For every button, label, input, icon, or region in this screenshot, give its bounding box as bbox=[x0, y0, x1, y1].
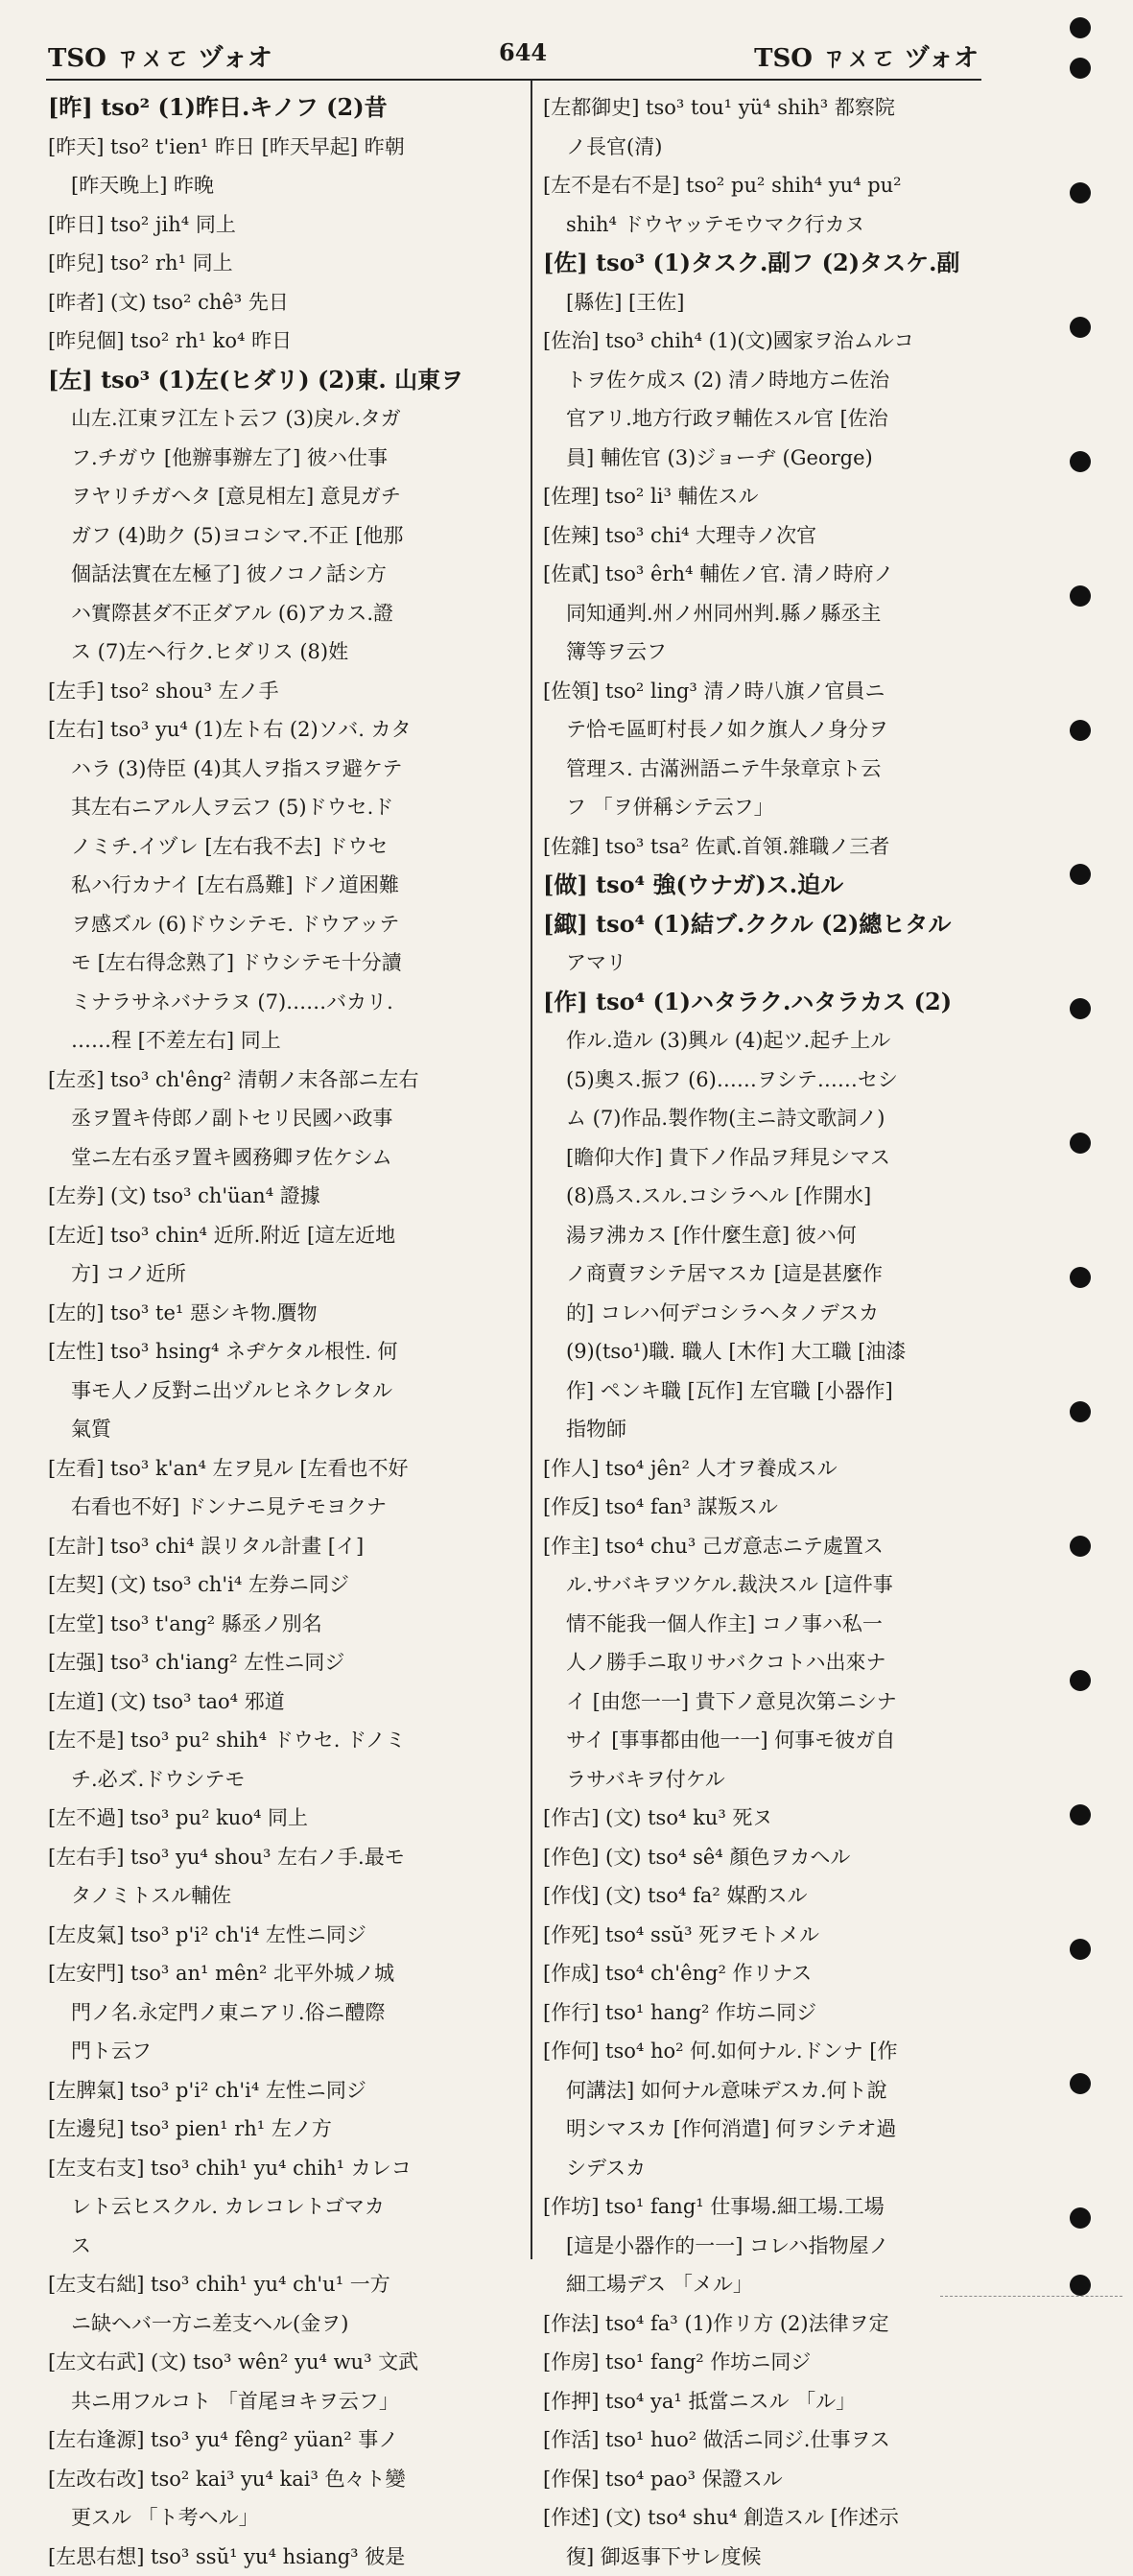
dictionary-entry: [昨兒] tso² rh¹ 同上 bbox=[48, 244, 523, 283]
dictionary-entry: [左文右武] (文) tso³ wên² yu⁴ wu³ 文武 bbox=[48, 2343, 523, 2382]
entry-continuation: トヲ佐ケ成ス (2) 清ノ時地方ニ佐治 bbox=[543, 361, 986, 400]
column-divider bbox=[531, 81, 532, 2259]
dictionary-entry: [佐貳] tso³ êrh⁴ 輔佐ノ官. 清ノ時府ノ bbox=[543, 555, 986, 594]
entry-continuation: ラサバキヲ付ケル bbox=[543, 1760, 986, 1800]
margin-dot bbox=[1070, 1670, 1091, 1691]
entry-continuation: 氣質 bbox=[48, 1410, 523, 1449]
entry-continuation: 細工場デス 「メル」 bbox=[543, 2265, 986, 2304]
entry-continuation: ム (7)作品.製作物(主ニ詩文歌詞ノ) bbox=[543, 1099, 986, 1138]
dictionary-entry: [左皮氣] tso³ p'i² ch'i⁴ 左性ニ同ジ bbox=[48, 1916, 523, 1955]
margin-dot bbox=[1070, 1401, 1091, 1422]
entry-continuation: 私ハ行カナイ [左右爲難] ドノ道困難 bbox=[48, 866, 523, 905]
dictionary-entry: [左道] (文) tso³ tao⁴ 邪道 bbox=[48, 1682, 523, 1722]
dictionary-entry: [左的] tso³ te¹ 惡シキ物.贋物 bbox=[48, 1294, 523, 1333]
entry-continuation: 方] コノ近所 bbox=[48, 1254, 523, 1294]
dictionary-entry: [左契] (文) tso³ ch'i⁴ 左券ニ同ジ bbox=[48, 1565, 523, 1605]
entry-continuation: チ.必ズ.ドウシテモ bbox=[48, 1760, 523, 1800]
dictionary-entry: [昨者] (文) tso² chê³ 先日 bbox=[48, 283, 523, 322]
dictionary-entry: [作法] tso⁴ fa³ (1)作リ方 (2)法律ヲ定 bbox=[543, 2304, 986, 2344]
dictionary-entry: [左改右改] tso² kai³ yu⁴ kai³ 色々ト變 bbox=[48, 2460, 523, 2499]
dictionary-entry: [作坊] tso¹ fang¹ 仕事場.細工場.工場 bbox=[543, 2187, 986, 2227]
entry-continuation: 共ニ用フルコト 「首尾ヨキヲ云フ」 bbox=[48, 2382, 523, 2421]
entry-continuation: 丞ヲ置キ侍郎ノ副トセリ民國ハ政事 bbox=[48, 1099, 523, 1138]
margin-dot bbox=[1070, 182, 1091, 203]
entry-continuation: 更スル 「ト考ヘル」 bbox=[48, 2498, 523, 2538]
entry-continuation: 明シマスカ [作何消遣] 何ヲシテオ過 bbox=[543, 2110, 986, 2149]
margin-dot bbox=[1070, 317, 1091, 338]
entry-continuation: (5)奧ス.振フ (6)……ヲシテ……セシ bbox=[543, 1061, 986, 1100]
entry-continuation: ノミチ.イヅレ [左右我不去] ドウセ bbox=[48, 827, 523, 867]
margin-dot bbox=[1070, 864, 1091, 885]
entry-continuation: [這是小器作的一一] コレハ指物屋ノ bbox=[543, 2227, 986, 2266]
entry-continuation: ス bbox=[48, 2227, 523, 2266]
dictionary-entry: [佐雜] tso³ tsa² 佐貳.首領.雜職ノ三者 bbox=[543, 827, 986, 867]
dictionary-entry: [作保] tso⁴ pao³ 保證スル bbox=[543, 2460, 986, 2499]
entry-continuation: [縣佐] [王佐] bbox=[543, 283, 986, 322]
dictionary-entry: [左堂] tso³ t'ang² 縣丞ノ別名 bbox=[48, 1605, 523, 1644]
dictionary-entry: [左丞] tso³ ch'êng² 清朝ノ末各部ニ左右 bbox=[48, 1061, 523, 1100]
entry-continuation: ……程 [不差左右] 同上 bbox=[48, 1021, 523, 1061]
entry-continuation: フ 「ヲ併稱シテ云フ」 bbox=[543, 788, 986, 827]
dictionary-entry: [作房] tso¹ fang² 作坊ニ同ジ bbox=[543, 2343, 986, 2382]
entry-continuation: 堂ニ左右丞ヲ置キ國務卿ヲ佐ケシム bbox=[48, 1138, 523, 1178]
margin-dot bbox=[1070, 58, 1091, 79]
dictionary-entry: [左計] tso³ chi⁴ 誤リタル計畫 [イ] bbox=[48, 1527, 523, 1566]
dictionary-entry: [左右] tso³ yu⁴ (1)左ト右 (2)ソバ. カタ bbox=[48, 710, 523, 750]
entry-continuation: アマリ bbox=[543, 943, 986, 983]
dictionary-entry: [左脾氣] tso³ p'i² ch'i⁴ 左性ニ同ジ bbox=[48, 2071, 523, 2111]
header-left: TSO ㄗㄨㄛ ヅォオ bbox=[48, 38, 272, 74]
dictionary-entry: [佐辣] tso³ chi⁴ 大理寺ノ次官 bbox=[543, 516, 986, 556]
entry-continuation: ハ實際甚ダ不正ダアル (6)アカス.證 bbox=[48, 594, 523, 633]
entry-continuation: 作] ペンキ職 [瓦作] 左官職 [小器作] bbox=[543, 1371, 986, 1411]
entry-continuation: (8)爲ス.スル.コシラヘル [作開水] bbox=[543, 1177, 986, 1216]
entry-continuation: ミナラサネバナラヌ (7)……バカリ. bbox=[48, 983, 523, 1022]
entry-continuation: 官アリ.地方行政ヲ輔佐スル官 [佐治 bbox=[543, 399, 986, 439]
margin-dot bbox=[1070, 1939, 1091, 1960]
entry-continuation: [昨天晚上] 昨晚 bbox=[48, 166, 523, 205]
dictionary-entry: [作活] tso¹ huo² 做活ニ同ジ.仕事ヲス bbox=[543, 2421, 986, 2460]
dictionary-entry: [佐領] tso² ling³ 清ノ時八旗ノ官員ニ bbox=[543, 672, 986, 711]
entry-continuation: ヲヤリチガヘタ [意見相左] 意見ガチ bbox=[48, 477, 523, 516]
dictionary-entry: [左券] (文) tso³ ch'üan⁴ 證據 bbox=[48, 1177, 523, 1216]
dictionary-entry: [作押] tso⁴ ya¹ 抵當ニスル 「ル」 bbox=[543, 2382, 986, 2421]
margin-dot bbox=[1070, 720, 1091, 741]
dictionary-entry: [作色] (文) tso⁴ sê⁴ 顏色ヲカヘル bbox=[543, 1838, 986, 1877]
margin-dot bbox=[1070, 451, 1091, 472]
entry-continuation: レト云ヒスクル. カレコレトゴマカ bbox=[48, 2187, 523, 2227]
entry-continuation: ニ缺ヘバ一方ニ差支ヘル(金ヲ) bbox=[48, 2304, 523, 2344]
dictionary-entry: [昨日] tso² jih⁴ 同上 bbox=[48, 205, 523, 245]
margin-dot bbox=[1070, 2207, 1091, 2229]
dictionary-entry: [左手] tso² shou³ 左ノ手 bbox=[48, 672, 523, 711]
dictionary-entry: [佐] tso³ (1)タスク.副フ (2)タスケ.副 bbox=[543, 244, 986, 283]
dictionary-entry: [左支右支] tso³ chih¹ yu⁴ chih¹ カレコ bbox=[48, 2149, 523, 2188]
entry-continuation: 作ル.造ル (3)興ル (4)起ツ.起チ上ル bbox=[543, 1021, 986, 1061]
entry-continuation: 事モ人ノ反對ニ出ヅルヒネクレタル bbox=[48, 1371, 523, 1411]
dictionary-entry: [左强] tso³ ch'iang² 左性ニ同ジ bbox=[48, 1643, 523, 1682]
margin-dot bbox=[1070, 1536, 1091, 1557]
entry-continuation: [瞻仰大作] 貴下ノ作品ヲ拜見シマス bbox=[543, 1138, 986, 1178]
dictionary-entry: [左右逢源] tso³ yu⁴ fêng² yüan² 事ノ bbox=[48, 2421, 523, 2460]
margin-dot bbox=[1070, 2073, 1091, 2094]
margin-marks bbox=[1070, 0, 1098, 2312]
dictionary-entry: [昨兒個] tso² rh¹ ko⁴ 昨日 bbox=[48, 322, 523, 361]
header-right: TSO ㄗㄨㄛ ヅォオ bbox=[754, 38, 979, 74]
margin-dot bbox=[1070, 2275, 1091, 2296]
dictionary-entry: [作行] tso¹ hang² 作坊ニ同ジ bbox=[543, 1993, 986, 2033]
margin-dot bbox=[1070, 585, 1091, 607]
running-header bbox=[48, 38, 979, 77]
entry-continuation: ハラ (3)侍臣 (4)其人ヲ指スヲ避ケテ bbox=[48, 750, 523, 789]
entry-continuation: 右看也不好] ドンナニ見テモヨクナ bbox=[48, 1488, 523, 1527]
entry-continuation: 湯ヲ沸カス [作什麼生意] 彼ハ何 bbox=[543, 1216, 986, 1255]
entry-continuation: テ恰モ區町村長ノ如ク旗人ノ身分ヲ bbox=[543, 710, 986, 750]
entry-continuation: 其左右ニアル人ヲ云フ (5)ドウセ.ド bbox=[48, 788, 523, 827]
entry-continuation: イ [由您一一] 貴下ノ意見次第ニシナ bbox=[543, 1682, 986, 1722]
entry-continuation: 管理ス. 古滿洲語ニテ牛彔章京ト云 bbox=[543, 750, 986, 789]
dictionary-entry: [作主] tso⁴ chu³ 己ガ意志ニテ處置ス bbox=[543, 1527, 986, 1566]
entry-continuation: (9)(tso¹)職. 職人 [木作] 大工職 [油漆 bbox=[543, 1332, 986, 1371]
right-column bbox=[543, 88, 986, 2257]
entry-continuation: 情不能我一個人作主] コノ事ハ私一 bbox=[543, 1605, 986, 1644]
dictionary-entry: [左都御史] tso³ tou¹ yü⁴ shih³ 都察院 bbox=[543, 88, 986, 128]
entry-continuation: フ.チガウ [他辦事辦左了] 彼ハ仕事 bbox=[48, 439, 523, 478]
entry-continuation: ガフ (4)助ク (5)ヨコシマ.不正 [他那 bbox=[48, 516, 523, 556]
dictionary-entry: [左安門] tso³ an¹ mên² 北平外城ノ城 bbox=[48, 1954, 523, 1993]
margin-dot bbox=[1070, 1133, 1091, 1154]
dictionary-entry: [做] tso⁴ 強(ウナガ)ス.迫ル bbox=[543, 866, 986, 905]
dictionary-entry: [左不是] tso³ pu² shih⁴ ドウセ. ドノミ bbox=[48, 1721, 523, 1760]
entry-continuation: モ [左右得念熟了] ドウシテモ十分讀 bbox=[48, 943, 523, 983]
entry-continuation: ノ商賣ヲシテ居マスカ [這是甚麼作 bbox=[543, 1254, 986, 1294]
dictionary-entry: [左支右絀] tso³ chih¹ yu⁴ ch'u¹ 一方 bbox=[48, 2265, 523, 2304]
dictionary-entry: [左看] tso³ k'an⁴ 左ヲ見ル [左看也不好 bbox=[48, 1449, 523, 1489]
dictionary-entry: [佐理] tso² li³ 輔佐スル bbox=[543, 477, 986, 516]
bottom-rule bbox=[940, 2296, 1122, 2297]
entry-continuation: 員] 輔佐官 (3)ジョーヂ (George) bbox=[543, 439, 986, 478]
entry-continuation: サイ [事事都由他一一] 何事モ彼ガ自 bbox=[543, 1721, 986, 1760]
entry-continuation: 何講法] 如何ナル意味デスカ.何ト說 bbox=[543, 2071, 986, 2111]
dictionary-entry: [左右手] tso³ yu⁴ shou³ 左右ノ手.最モ bbox=[48, 1838, 523, 1877]
entry-continuation: ヲ感ズル (6)ドウシテモ. ドウアッテ bbox=[48, 905, 523, 944]
dictionary-entry: [作成] tso⁴ ch'êng² 作リナス bbox=[543, 1954, 986, 1993]
entry-continuation: shih⁴ ドウヤッテモウマク行カヌ bbox=[543, 205, 986, 245]
header-rule bbox=[46, 79, 981, 81]
dictionary-entry: [作古] (文) tso⁴ ku³ 死ヌ bbox=[543, 1799, 986, 1838]
entry-continuation: 門ト云フ bbox=[48, 2032, 523, 2071]
entry-continuation: ル.サバキヲツケル.裁決スル [這件事 bbox=[543, 1565, 986, 1605]
entry-continuation: 復] 御返事下サレ度候 bbox=[543, 2538, 986, 2576]
margin-dot bbox=[1070, 1267, 1091, 1288]
entry-continuation: 人ノ勝手ニ取リサバクコトハ出來ナ bbox=[543, 1643, 986, 1682]
dictionary-entry: [左不是右不是] tso² pu² shih⁴ yu⁴ pu² bbox=[543, 166, 986, 205]
dictionary-entry: [作人] tso⁴ jên² 人才ヲ養成スル bbox=[543, 1449, 986, 1489]
entry-continuation: シデスカ bbox=[543, 2149, 986, 2188]
entry-continuation: 門ノ名.永定門ノ東ニアリ.俗ニ醴際 bbox=[48, 1993, 523, 2033]
entry-continuation: 指物師 bbox=[543, 1410, 986, 1449]
entry-continuation: ノ長官(清) bbox=[543, 128, 986, 167]
dictionary-entry: [左思右想] tso³ ssŭ¹ yu⁴ hsiang³ 彼是 bbox=[48, 2538, 523, 2576]
entry-continuation: ス (7)左ヘ行ク.ヒダリス (8)姓 bbox=[48, 632, 523, 672]
dictionary-entry: [緅] tso⁴ (1)結ブ.ククル (2)總ヒタル bbox=[543, 905, 986, 944]
dictionary-entry: [左性] tso³ hsing⁴ ネヂケタル根性. 何 bbox=[48, 1332, 523, 1371]
entry-continuation: 個話法實在左極了] 彼ノコノ話シ方 bbox=[48, 555, 523, 594]
page-number: 644 bbox=[499, 38, 547, 66]
dictionary-entry: [昨天] tso² t'ien¹ 昨日 [昨天早起] 昨朝 bbox=[48, 128, 523, 167]
dictionary-entry: [作死] tso⁴ ssŭ³ 死ヲモトメル bbox=[543, 1916, 986, 1955]
dictionary-entry: [佐治] tso³ chih⁴ (1)(文)國家ヲ治ムルコ bbox=[543, 322, 986, 361]
dictionary-entry: [左邊兒] tso³ pien¹ rh¹ 左ノ方 bbox=[48, 2110, 523, 2149]
dictionary-entry: [昨] tso² (1)昨日.キノフ (2)昔 bbox=[48, 88, 523, 128]
dictionary-entry: [左不過] tso³ pu² kuo⁴ 同上 bbox=[48, 1799, 523, 1838]
left-column bbox=[48, 88, 523, 2257]
dictionary-entry: [左近] tso³ chin⁴ 近所.附近 [這左近地 bbox=[48, 1216, 523, 1255]
margin-dot bbox=[1070, 1804, 1091, 1825]
entry-continuation: 簿等ヲ云フ bbox=[543, 632, 986, 672]
entry-continuation: 同知通判.州ノ州同州判.縣ノ縣丞主 bbox=[543, 594, 986, 633]
dictionary-entry: [作反] tso⁴ fan³ 謀叛スル bbox=[543, 1488, 986, 1527]
entry-continuation: 的] コレハ何デコシラヘタノデスカ bbox=[543, 1294, 986, 1333]
dictionary-entry: [左] tso³ (1)左(ヒダリ) (2)東. 山東ヲ bbox=[48, 361, 523, 400]
dictionary-entry: [作何] tso⁴ ho² 何.如何ナル.ドンナ [作 bbox=[543, 2032, 986, 2071]
dictionary-entry: [作伐] (文) tso⁴ fa² 媒酌スル bbox=[543, 1876, 986, 1916]
dictionary-entry: [作] tso⁴ (1)ハタラク.ハタラカス (2) bbox=[543, 983, 986, 1022]
margin-dot bbox=[1070, 17, 1091, 38]
margin-dot bbox=[1070, 998, 1091, 1019]
dictionary-entry: [作述] (文) tso⁴ shu⁴ 創造スル [作述示 bbox=[543, 2498, 986, 2538]
entry-continuation: タノミトスル輔佐 bbox=[48, 1876, 523, 1916]
entry-continuation: 山左.江東ヲ江左ト云フ (3)戾ル.タガ bbox=[48, 399, 523, 439]
